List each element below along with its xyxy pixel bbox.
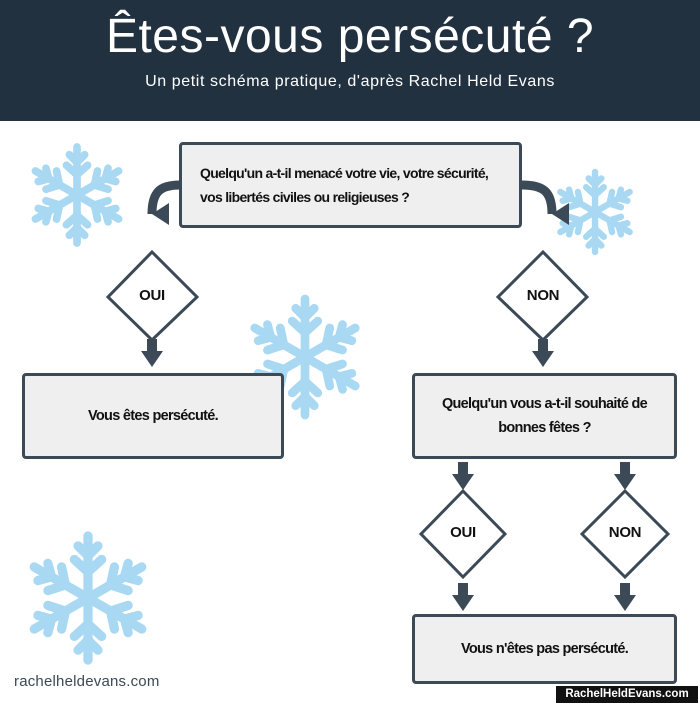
site-url-text: rachelheldevans.com	[14, 673, 160, 690]
arrow-down-icon	[141, 339, 163, 367]
snowflake-icon	[30, 147, 124, 243]
result-persecuted-text: Vous êtes persécuté.	[88, 408, 218, 424]
page-subtitle: Un petit schéma pratique, d'après Rachel Held Evans	[145, 73, 555, 90]
snowflake-icon	[27, 536, 148, 660]
result-box-persecuted	[22, 373, 284, 459]
arrow-down-icon	[452, 583, 474, 611]
diamond-label-no-1: NON	[526, 287, 560, 304]
arrow-down-icon	[532, 339, 554, 367]
diamond-label-yes-2: OUI	[450, 524, 476, 541]
question-box-threat	[179, 142, 522, 228]
arrow-to-no-1	[522, 185, 552, 214]
question-holidays-text: Quelqu'un vous a-t-il souhaité de bonnes fêtes ?	[441, 396, 648, 436]
page-title: Êtes-vous persécuté ?	[105, 10, 595, 63]
arrow-down-icon	[614, 462, 636, 490]
question-threat-text: Quelqu'un a-t-il menacé votre vie, votre sécurité, vos libertés civiles ou religieuses ?	[200, 165, 489, 205]
arrow-down-icon	[452, 462, 474, 490]
watermark-label: RachelHeldEvans.com	[556, 686, 698, 703]
question-box-holidays	[412, 373, 677, 459]
diamond-label-no-2: NON	[608, 524, 642, 541]
arrow-to-yes-1	[152, 185, 180, 214]
snowflake-icon	[556, 172, 634, 252]
result-not-persecuted-text: Vous n'êtes pas persécuté.	[460, 641, 629, 657]
arrow-down-icon	[614, 583, 636, 611]
diamond-label-yes-1: OUI	[139, 287, 165, 304]
result-box-not-persecuted	[412, 614, 677, 684]
